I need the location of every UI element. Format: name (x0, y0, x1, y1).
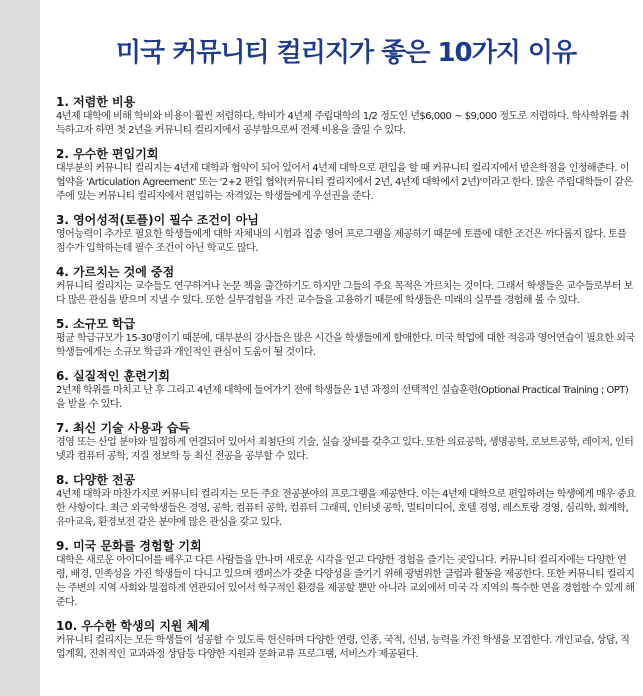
section-heading: 10. 우수한 학생의 지원 체계 (56, 619, 210, 633)
section-4 (56, 265, 636, 308)
section-heading: 3. 영어성적(토플)이 필수 조건이 아님 (56, 213, 259, 227)
section-heading: 1. 저렴한 비용 (56, 95, 136, 109)
document-content (56, 0, 636, 671)
section-body: 커뮤니티 컬리지는 교수들도 연구하거나 논문 책을 출간하기도 하지만 그들의 주요 목적은 가르치는 것이다. 그래서 학생들은 교수들로부터 보다 많은 관심을 받으며 지낼 수 있다. 또한 실무경험을 가진 교수들을 고용하기 때문에 학생들은 미래의 실무를 경험해 볼 수 있다. (56, 281, 633, 306)
section-7 (56, 421, 636, 464)
page-title: 미국 커뮤니티 컬리지가 좋은 10가지 이유 (115, 38, 577, 68)
section-2 (56, 147, 636, 204)
section-heading: 6. 실질적인 훈련기회 (56, 369, 171, 383)
section-heading: 5. 소규모 학급 (56, 317, 136, 331)
section-body: 대부분의 커뮤니티 컬리지는 4년제 대학과 협약이 되어 있어서 4년제 대학으로 편입을 할 때 커뮤니티 컬리지에서 받은학점을 인정해준다. 이 협약을 'Articulation Agreement' 또는 '2+2 편입 협약(커뮤니티 컬리지에서 2년, 4년제 대학에서 2년)'이라고 한다. 많은 주립대학들이 같은 주에 있는 커뮤니티 컬리지에서 편입하는 자격있는 학생들에게 우선권을 준다. (56, 163, 633, 202)
section-3 (56, 213, 636, 256)
section-body: 4년제 대학에 비해 학비와 비용이 훨씬 저렴하다. 학비가 4년제 주립대학의 1/2 정도인 년$6,000 ~ $9,000 정도로 저렴하다. 학사학위를 취득하고자 하면 첫 2년을 커뮤니티 컬리지에서 공부함으로써 전체 비용을 줄일 수 있다. (56, 111, 630, 136)
section-9 (56, 539, 636, 610)
section-body: 영어능력이 추가로 필요한 학생들에게 대학 자체내의 시험과 집중 영어 프로그램을 제공하기 때문에 토플에 대한 조건은 까다롭지 않다. 토플 점수가 입학하는데 필수 조건이 아닌 학교도 많다. (56, 229, 627, 254)
section-body: 경영 또는 산업 분야와 밀접하게 연결되어 있어서 최첨단의 기술, 실습 장비를 갖추고 있다. 또한 의료공학, 생명공학, 로보트공학, 레이저, 인터넷과 컴퓨터 공학, 지질 정보학 등 최신 전공을 공부할 수 있다. (56, 437, 634, 462)
section-6 (56, 369, 636, 412)
left-margin-bar (0, 0, 40, 696)
section-5 (56, 317, 636, 360)
section-10 (56, 619, 636, 662)
section-heading: 9. 미국 문화를 경험할 기회 (56, 539, 202, 553)
section-body: 평균 학급규모가 15-30명이기 때문에, 대부분의 강사들은 많은 시간을 학생들에게 할애한다. 미국 학업에 대한 적응과 영어연습이 필요한 외국 학생들에게는 소규모 학급과 개인적인 관심이 도움이 될 것이다. (56, 333, 635, 358)
section-body: 대학은 새로운 아이디어를 배우고 다른 사람들을 만나며 새로운 시각을 얻고 다양한 경험을 즐기는 곳입니다. 커뮤니티 컬리지에는 다양한 연령, 배경, 민족성을 가진 학생들이 다니고 있으며 캠퍼스가 갖춘 다양성을 즐기기 위해 광범위한 클럽과 활동을 제공한다. 또한 커뮤니티 컬리지는 주변의 지역 사회와 밀접하게 연관되어 있어서 학구적인 환경을 제공할 뿐만 아니라 교외에서 미국 각 지역의 특수한 면을 경험할 수 있게 해 준다. (56, 555, 635, 608)
section-heading: 2. 우수한 편입기회 (56, 147, 159, 161)
section-1 (56, 95, 636, 138)
section-body: 커뮤니티 컬리지는 모든 학생들이 성공할 수 있도록 헌신하며 다양한 연령, 인종, 국적, 신념, 능력을 가진 학생을 모집한다. 개인교습, 상담, 직업계획, 진취적인 교과과정 상담등 다양한 지원과 문화교류 프로그램, 서비스가 제공된다. (56, 635, 630, 660)
section-body: 4년제 대학과 마찬가지로 커뮤니티 컬리지는 모든 주요 전공분야의 프로그램을 제공한다. 이는 4년제 대학으로 편입하려는 학생에게 매우 중요한 사항이다. 최근 외국학생들은 경영, 공학, 컴퓨터 공학, 컴퓨터 그래픽, 인터넷 공학, 멀티미디어, 호텔 경영, 레스토랑 경영, 심리학, 회계학, 유아교육, 환경보전 같은 분야에 많은 관심을 갖고 있다. (56, 489, 636, 528)
section-heading: 7. 최신 기술 사용과 습득 (56, 421, 190, 435)
section-body: 2년제 학위를 마치고 난 후 그리고 4년제 대학에 들어가기 전에 학생들은 1년 과정의 선택적인 실습훈련(Optional Practical Training ; OPT)을 받을 수 있다. (56, 385, 629, 410)
section-heading: 8. 다양한 전공 (56, 473, 136, 487)
section-heading: 4. 가르치는 것에 중점 (56, 265, 175, 279)
section-8 (56, 473, 636, 530)
